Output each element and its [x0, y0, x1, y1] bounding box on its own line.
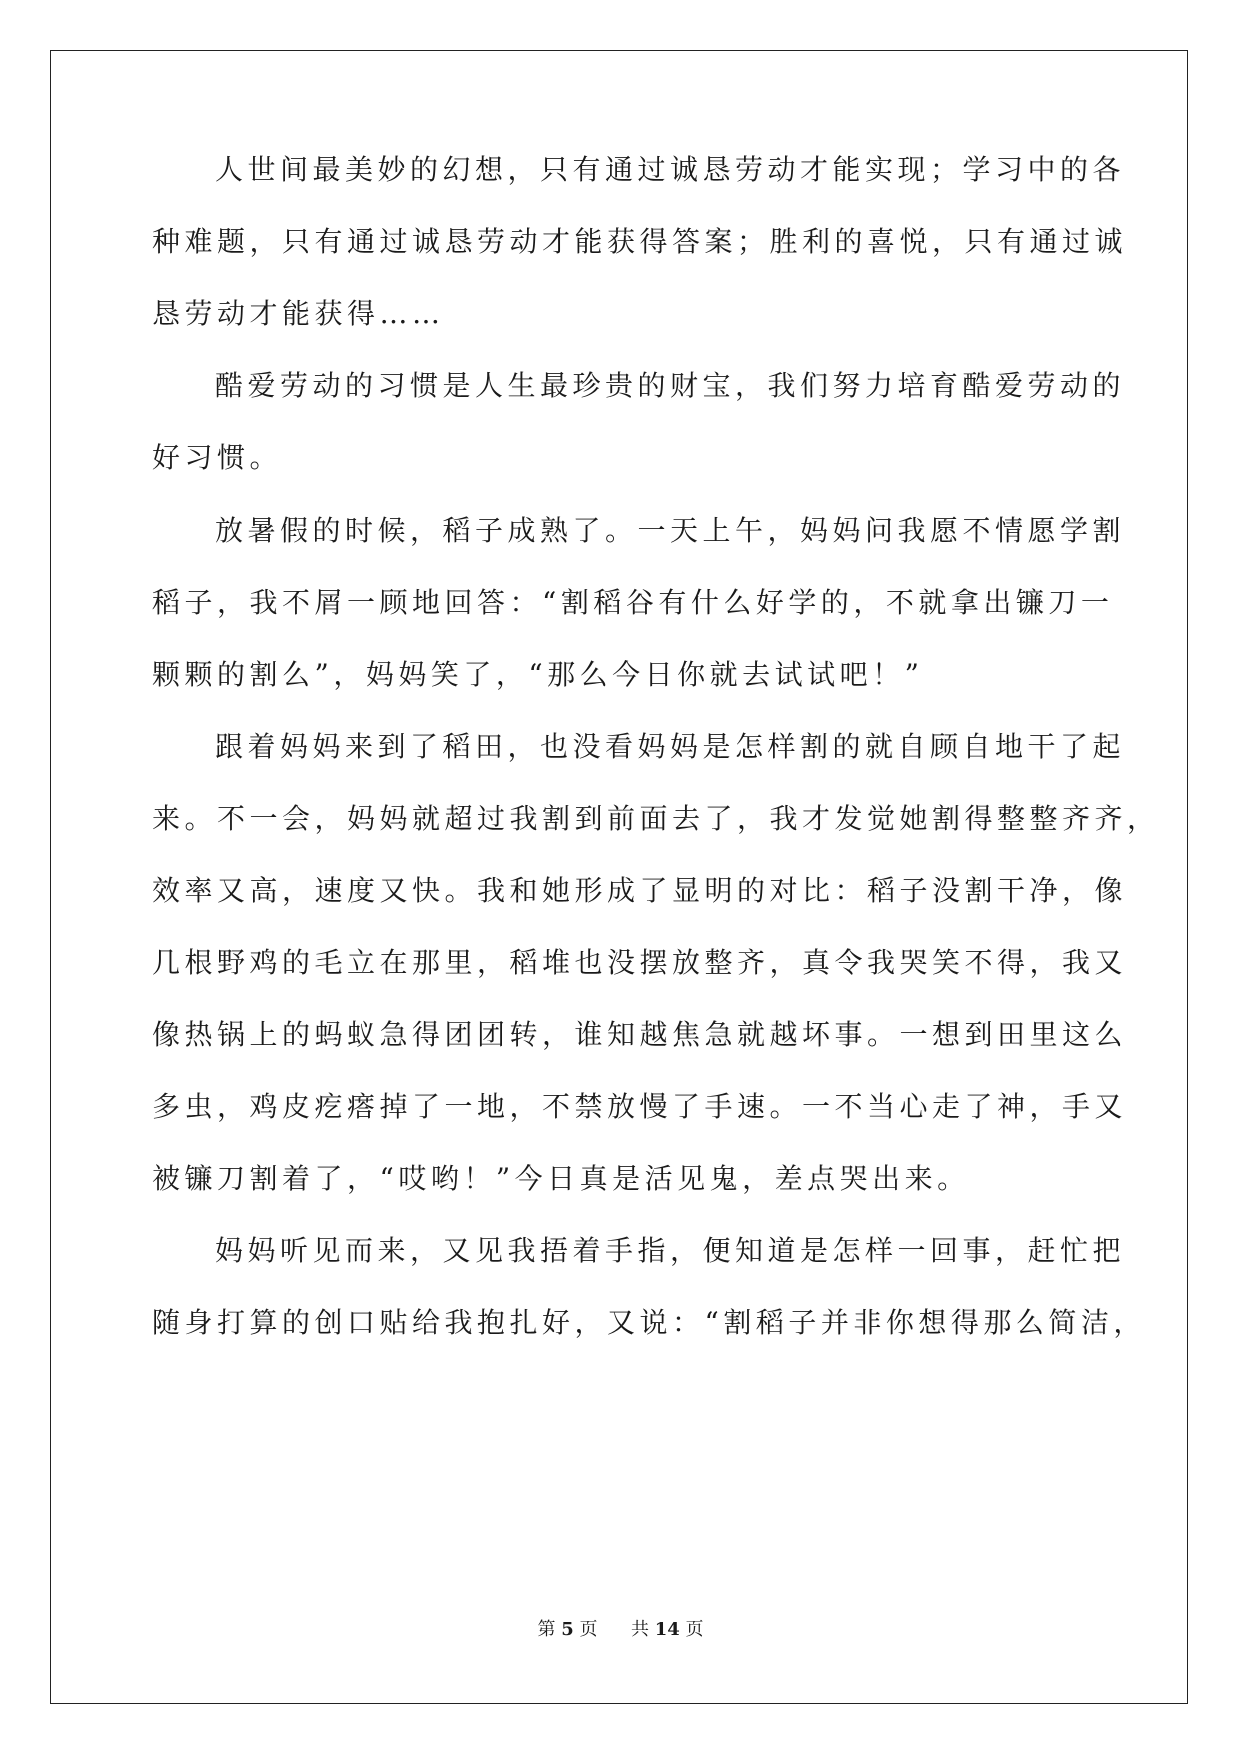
text-line: 好习惯。	[152, 441, 283, 474]
text-line: 效率又高，速度又快。我和她形成了显明的对比：稻子没割干净，像	[152, 874, 1128, 907]
text-line: 随身打算的创口贴给我抱扎好，又说：“割稻子并非你想得那么简洁，	[152, 1306, 1146, 1339]
text-line: 恳劳动才能获得……	[152, 297, 445, 330]
text-line: 颗颗的割么”，妈妈笑了，“那么今日你就去试试吧！”	[152, 658, 924, 691]
footer-total-pages: 14	[654, 1619, 680, 1640]
footer-total-suffix: 页	[685, 1619, 704, 1640]
text-line: 稻子，我不屑一顾地回答：“割稻谷有什么好学的，不就拿出镰刀一	[152, 586, 1114, 619]
page-footer	[0, 1618, 1241, 1642]
text-line: 人世间最美妙的幻想，只有通过诚恳劳动才能实现；学习中的各	[215, 153, 1126, 186]
text-line: 跟着妈妈来到了稻田，也没看妈妈是怎样割的就自顾自地干了起	[215, 730, 1126, 763]
text-line: 种难题，只有通过诚恳劳动才能获得答案；胜利的喜悦，只有通过诚	[152, 225, 1128, 258]
text-line: 放暑假的时候，稻子成熟了。一天上午，妈妈问我愿不情愿学割	[215, 514, 1126, 547]
footer-page-suffix: 页	[579, 1619, 598, 1640]
text-line: 被镰刀割着了，“哎哟！”今日真是活见鬼，差点哭出来。	[152, 1162, 970, 1195]
text-line: 几根野鸡的毛立在那里，稻堆也没摆放整齐，真令我哭笑不得，我又	[152, 946, 1128, 979]
footer-page-prefix: 第	[537, 1619, 556, 1640]
footer-total-prefix: 共	[630, 1619, 649, 1640]
text-line: 来。不一会，妈妈就超过我割到前面去了，我才发觉她割得整整齐齐，	[152, 802, 1160, 835]
text-line: 酷爱劳动的习惯是人生最珍贵的财宝，我们努力培育酷爱劳动的	[215, 369, 1126, 402]
text-line: 妈妈听见而来，又见我捂着手指，便知道是怎样一回事，赶忙把	[215, 1234, 1126, 1267]
text-line: 多虫，鸡皮疙瘩掉了一地，不禁放慢了手速。一不当心走了神，手又	[152, 1090, 1128, 1123]
text-line: 像热锅上的蚂蚁急得团团转，谁知越焦急就越坏事。一想到田里这么	[152, 1018, 1128, 1051]
footer-page-number: 5	[561, 1619, 574, 1640]
